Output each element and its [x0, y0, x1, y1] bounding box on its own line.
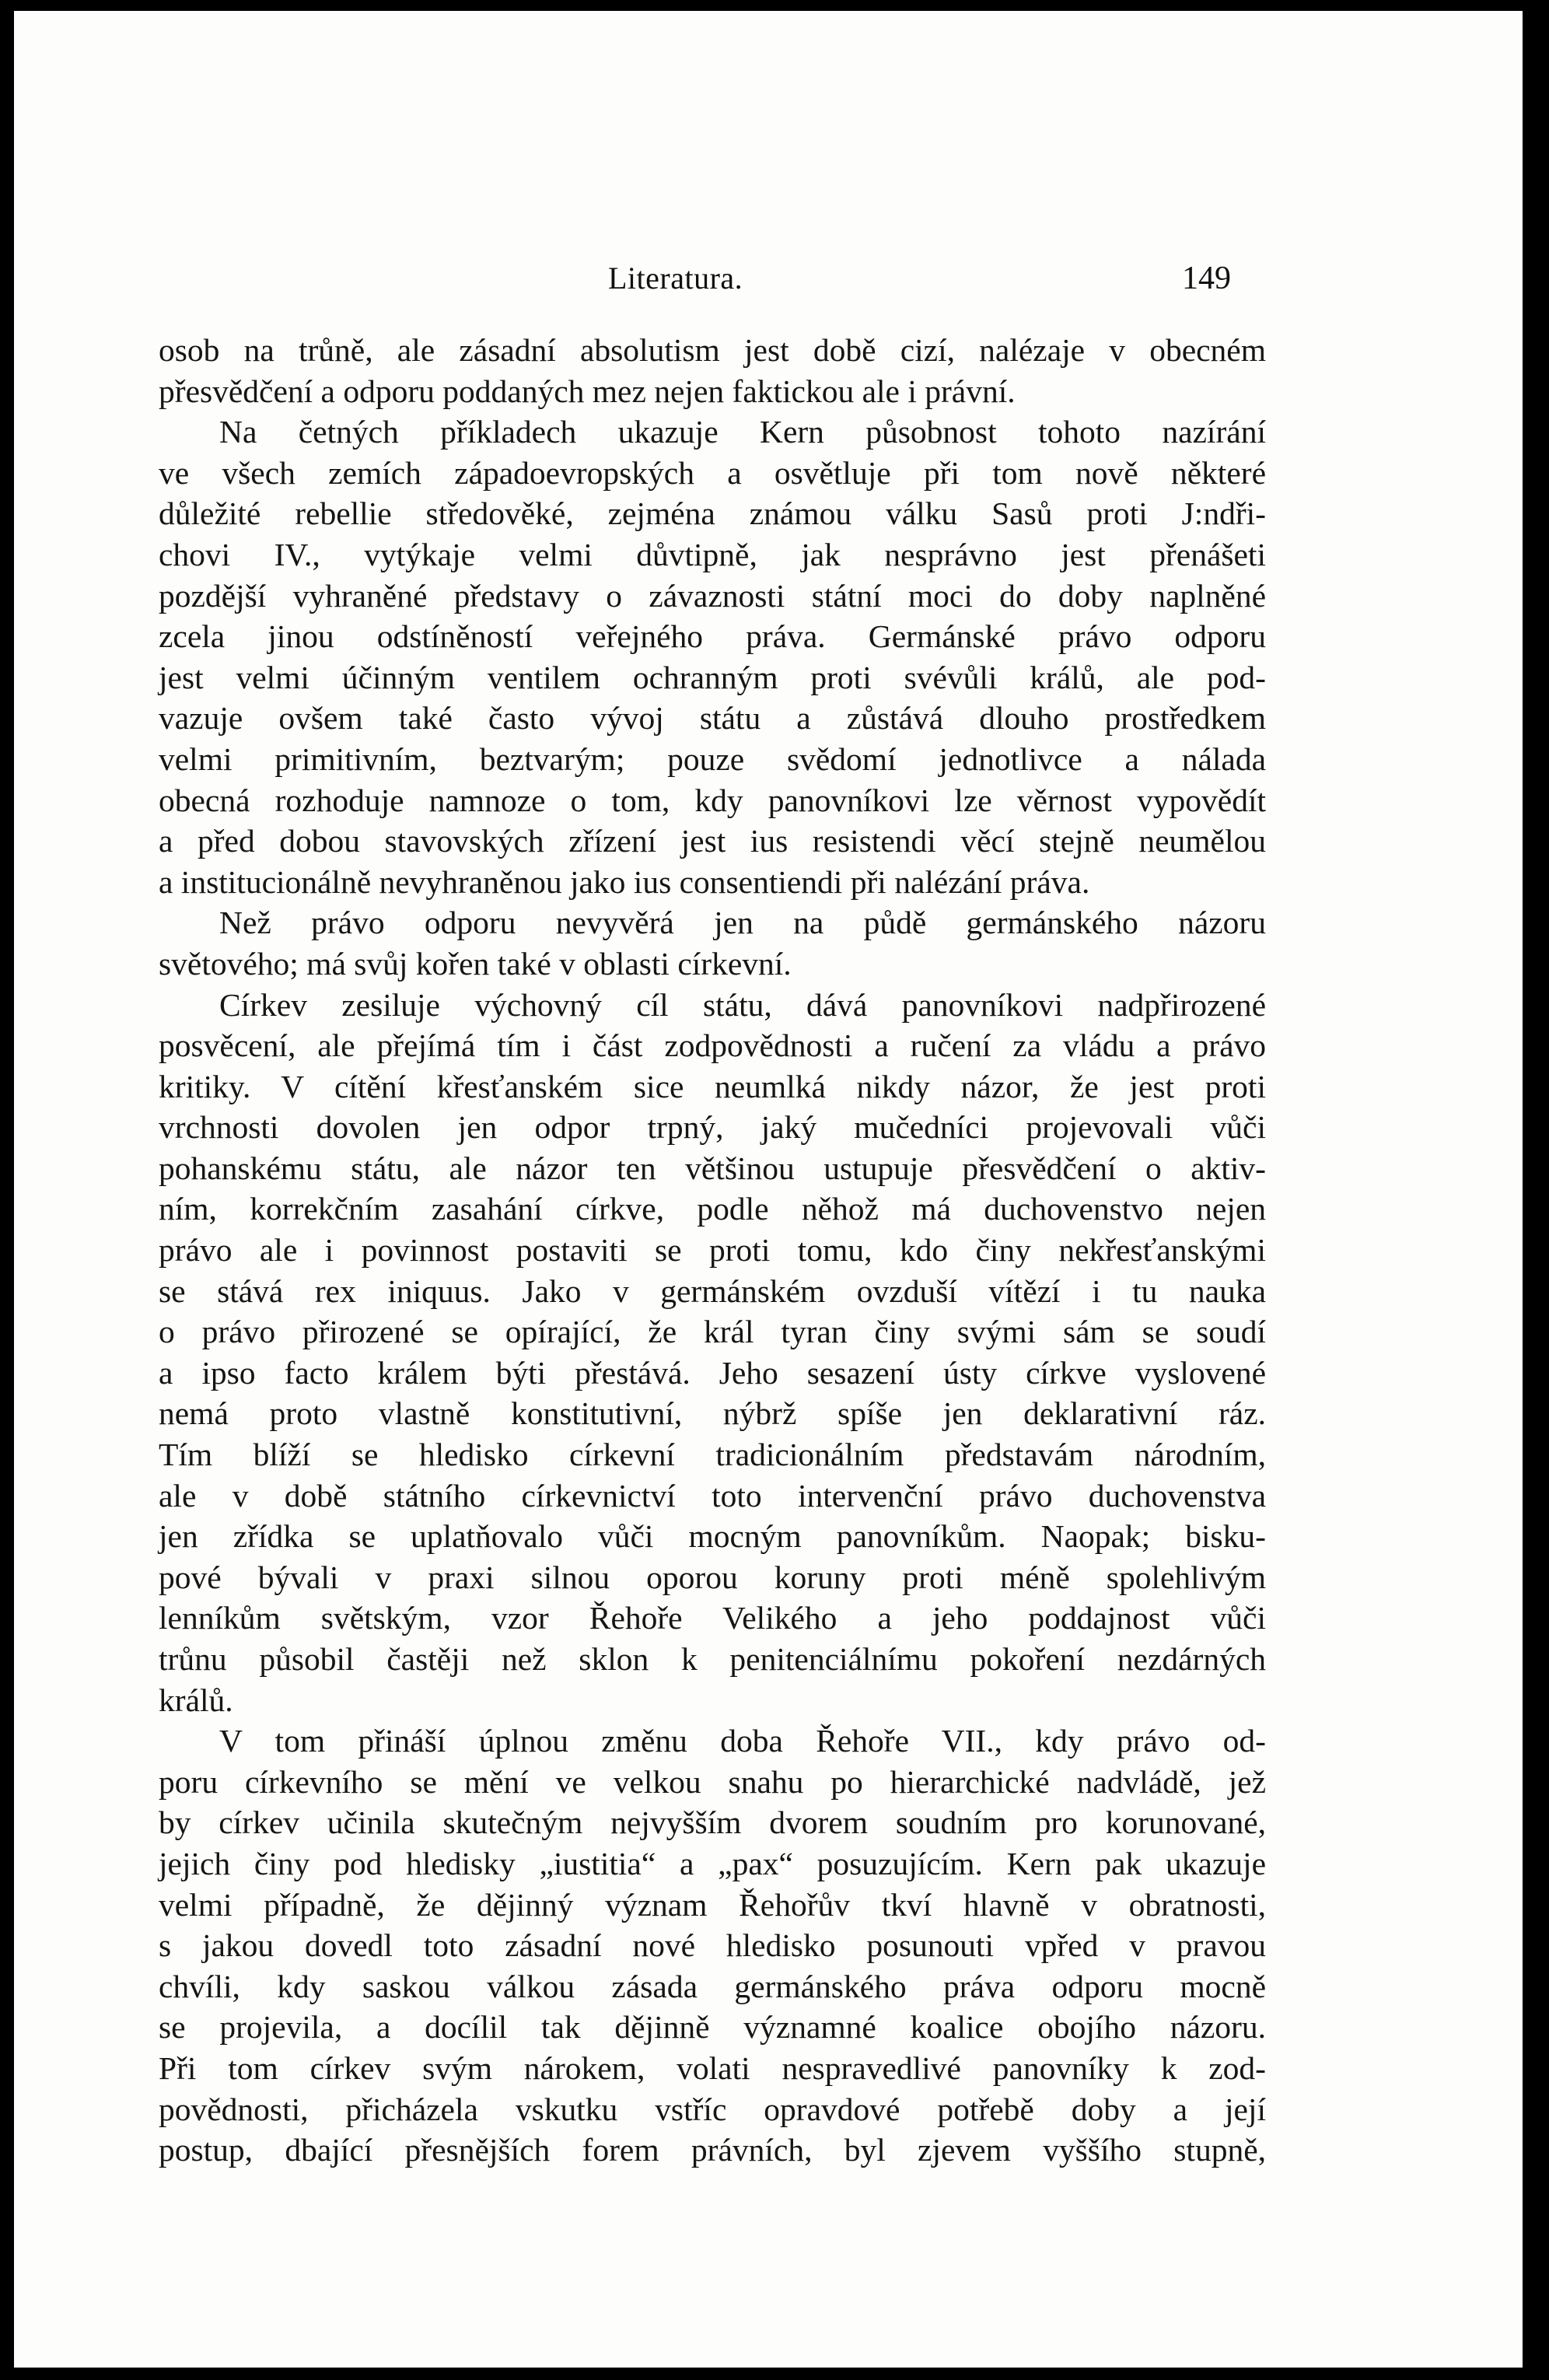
text-line: posvěcení, ale přejímá tím i část zodpovědnosti a ručení za vládu a právo	[159, 1027, 1266, 1064]
text-line: Církev zesiluje výchovný cíl státu, dává panovníkovi nadpřirozené	[219, 986, 1266, 1023]
text-line: pohanskému státu, ale názor ten většinou ustupuje přesvědčení o aktiv-	[159, 1150, 1266, 1186]
text-line: pové bývali v praxi silnou oporou koruny proti méně spolehlivým	[159, 1559, 1266, 1595]
text-line: vrchnosti dovolen jen odpor trpný, jaký mučedníci projevovali vůči	[159, 1109, 1266, 1146]
text-line: se projevila, a docílil tak dějinně významné koalice obojího názoru.	[159, 2009, 1266, 2046]
text-line: chvíli, kdy saskou válkou zásada germánského práva odporu mocně	[159, 1968, 1266, 2004]
page-header	[14, 254, 1523, 300]
text-line: vazuje ovšem také často vývoj státu a zůstává dlouho prostředkem	[159, 700, 1266, 737]
text-line: postup, dbající přesnějších forem právních, byl zjevem vyššího stupně,	[159, 2132, 1266, 2168]
text-line: právo ale i povinnost postaviti se proti tomu, kdo činy nekřesťanskými	[159, 1232, 1266, 1269]
text-line: povědnosti, přicházela vskutku vstříc opravdové potřebě doby a její	[159, 2091, 1266, 2127]
text-line: králů.	[159, 1682, 233, 1718]
text-line: osob na trůně, ale zásadní absolutism jest době cizí, nalézaje v obecném	[159, 332, 1266, 368]
text-line: o právo přirozené se opírající, že král tyran činy svými sám se soudí	[159, 1314, 1266, 1350]
text-line: kritiky. V cítění křesťanském sice neumlká nikdy názor, že jest proti	[159, 1068, 1266, 1104]
text-line: Při tom církev svým nárokem, volati nespravedlivé panovníky k zod-	[159, 2049, 1266, 2086]
text-line: jest velmi účinným ventilem ochranným proti svévůli králů, ale pod-	[159, 659, 1266, 695]
text-line: velmi případně, že dějinný význam Řehořův tkví hlavně v obratnosti,	[159, 1886, 1266, 1923]
running-title: Literatura.	[608, 261, 743, 296]
text-line: nemá proto vlastně konstitutivní, nýbrž spíše jen deklarativní ráz.	[159, 1395, 1266, 1432]
text-line: obecná rozhoduje namnoze o tom, kdy panovníkovi lze věrnost vypovědít	[159, 782, 1266, 818]
text-line: trůnu působil častěji než sklon k penitenciálnímu pokoření nezdárných	[159, 1641, 1266, 1677]
text-line: chovi IV., vytýkaje velmi důvtipně, jak nesprávno jest přenášeti	[159, 536, 1266, 572]
text-line: poru církevního se mění ve velkou snahu po hierarchické nadvládě, jež	[159, 1763, 1266, 1800]
text-line: velmi primitivním, beztvarým; pouze svědomí jednotlivce a nálada	[159, 740, 1266, 777]
text-line: ale v době státního církevnictví toto intervenční právo duchovenstva	[159, 1477, 1266, 1514]
text-line: zcela jinou odstíněností veřejného práva. Germánské právo odporu	[159, 618, 1266, 655]
book-page	[14, 11, 1523, 2368]
text-line: a institucionálně nevyhraněnou jako ius consentiendi při nalézání práva.	[159, 863, 1090, 900]
text-line: důležité rebellie středověké, zejména známou válku Sasů proti J:ndři-	[159, 495, 1266, 532]
text-line: jejich činy pod hledisky „iustitia“ a „pax“ posuzujícím. Kern pak ukazuje	[159, 1845, 1266, 1881]
text-line: a před dobou stavovských zřízení jest ius resistendi věcí stejně neumělou	[159, 823, 1266, 859]
text-line: jen zřídka se uplatňovalo vůči mocným panovníkům. Naopak; bisku-	[159, 1518, 1266, 1555]
text-line: a ipso facto králem býti přestává. Jeho sesazení ústy církve vyslovené	[159, 1354, 1266, 1391]
text-line: Než právo odporu nevyvěrá jen na půdě germánského názoru	[219, 905, 1266, 941]
page-number: 149	[1182, 261, 1231, 296]
body-text	[159, 330, 1266, 2171]
text-line: pozdější vyhraněné představy o závaznosti státní moci do doby naplněné	[159, 577, 1266, 614]
text-line: lenníkům světským, vzor Řehoře Velikého a jeho poddajnost vůči	[159, 1600, 1266, 1636]
text-line: Tím blíží se hledisko církevní tradicionálním představám národním,	[159, 1437, 1266, 1473]
text-line: se stává rex iniquus. Jako v germánském ovzduší vítězí i tu nauka	[159, 1272, 1266, 1309]
text-line: Na četných příkladech ukazuje Kern působnost tohoto nazírání	[219, 414, 1266, 450]
text-line: s jakou dovedl toto zásadní nové hledisko posunouti vpřed v pravou	[159, 1927, 1266, 1964]
text-line: přesvědčení a odporu poddaných mez nejen faktickou ale i právní.	[159, 373, 1016, 409]
text-line: by církev učinila skutečným nejvyšším dvorem soudním pro korunované,	[159, 1804, 1266, 1841]
text-line: světového; má svůj kořen také v oblasti církevní.	[159, 945, 792, 982]
text-line: ním, korrekčním zasahání církve, podle něhož má duchovenstvo nejen	[159, 1191, 1266, 1227]
text-line: ve všech zemích západoevropských a osvětluje při tom nově některé	[159, 454, 1266, 491]
text-line: V tom přináší úplnou změnu doba Řehoře VII., kdy právo od-	[219, 1723, 1266, 1759]
